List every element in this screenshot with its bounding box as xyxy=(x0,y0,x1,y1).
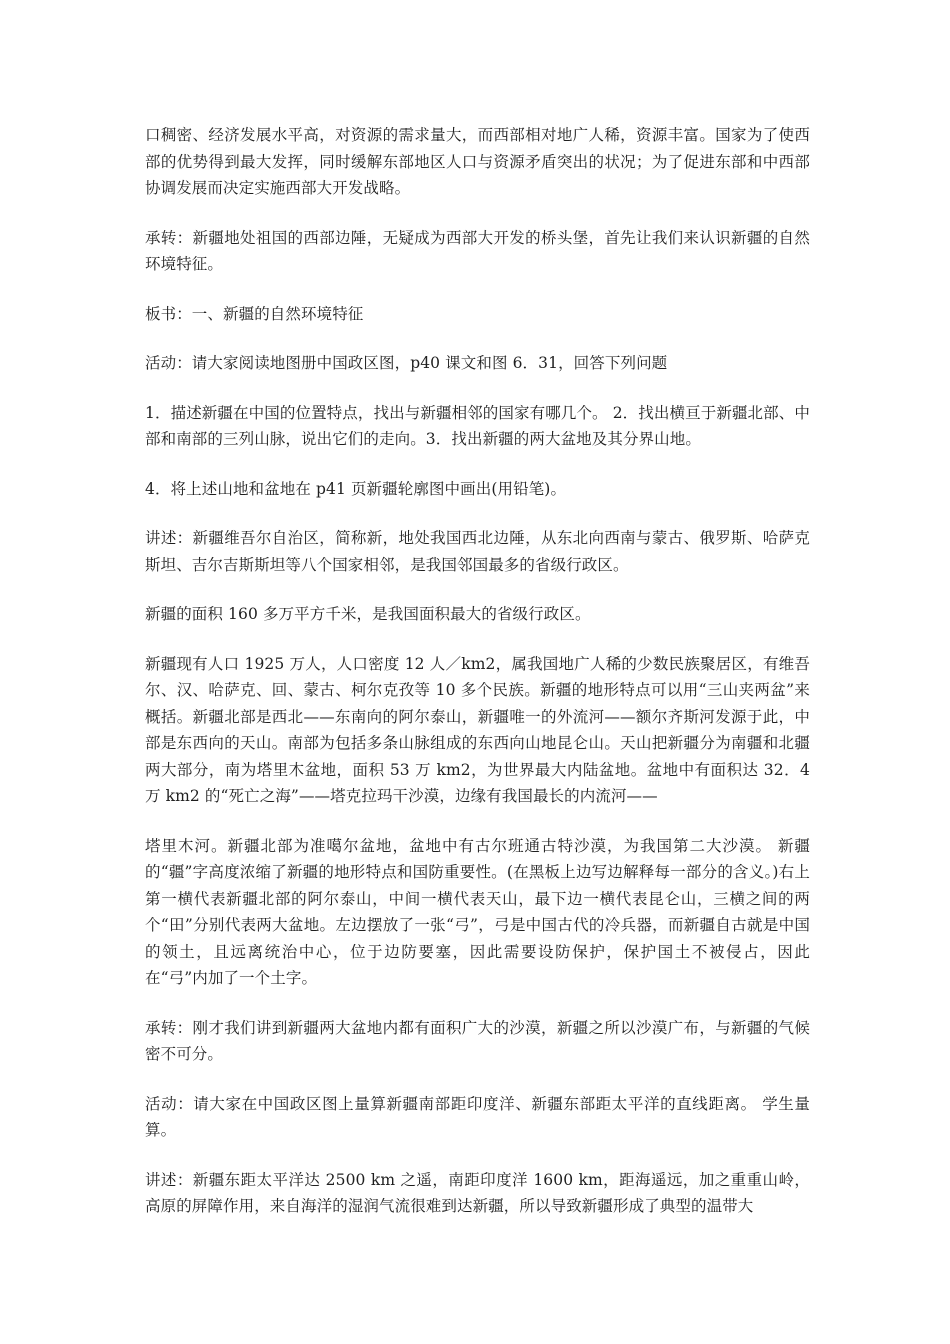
paragraph-question-4: 4．将上述山地和盆地在 p41 页新疆轮廓图中画出(用铅笔)。 xyxy=(145,479,567,498)
paragraph-transition-1: 承转：新疆地处祖国的西部边陲，无疑成为西部大开发的桥头堡，首先让我们来认识新疆的自然环境特征。 xyxy=(145,228,810,273)
paragraph-tarim-character: 塔里木河。新疆北部为准噶尔盆地，盆地中有古尔班通古特沙漠，为我国第二大沙漠。 新疆的“疆”字高度浓缩了新疆的地形特点和国防重要性。(在黑板上边写边解释每一部分的含义。)右上第一横代表新疆北部的阿尔泰山，中间一横代表天山，最下边一横代表昆仑山，三横之间的两个“田”分别代表两大盆地。左边摆放了一张“弓”，弓是中国古代的冷兵器，而新疆自古就是中国的领土，且远离统治中心，位于边防要塞，因此需要设防保护，保护国土不被侵占，因此在“弓”内加了一个土字。 xyxy=(145,836,810,987)
paragraph-area: 新疆的面积 160 多万平方千米，是我国面积最大的省级行政区。 xyxy=(145,605,591,623)
paragraph-activity-1: 活动：请大家阅读地图册中国政区图，p40 课文和图 6．31，回答下列问题 xyxy=(145,354,668,372)
paragraph-lecture-neighbors: 讲述：新疆维吾尔自治区，简称新，地处我国西北边陲，从东北向西南与蒙古、俄罗斯、哈萨克斯坦、吉尔吉斯斯坦等八个国家相邻，是我国邻国最多的省级行政区。 xyxy=(145,529,810,574)
paragraph-transition-2: 承转：刚才我们讲到新疆两大盆地内都有面积广大的沙漠，新疆之所以沙漠广布，与新疆的气候密不可分。 xyxy=(145,1018,810,1063)
paragraph-questions: 1．描述新疆在中国的位置特点，找出与新疆相邻的国家有哪几个。 2．找出横亘于新疆北部、中部和南部的三列山脉，说出它们的走向。3．找出新疆的两大盆地及其分界山地。 xyxy=(145,403,810,448)
paragraph-intro-continuation: 口稠密、经济发展水平高，对资源的需求量大，而西部相对地广人稀，资源丰富。国家为了使西部的优势得到最大发挥，同时缓解东部地区人口与资源矛盾突出的状况；为了促进东部和中西部协调发展而决定实施西部大开发战略。 xyxy=(145,126,810,197)
paragraph-population-terrain: 新疆现有人口 1925 万人，人口密度 12 人／km2，属我国地广人稀的少数民族聚居区，有维吾尔、汉、哈萨克、回、蒙古、柯尔克孜等 10 多个民族。新疆的地形特点可以用“三山夹两盆”来概括。新疆北部是西北——东南向的阿尔泰山，新疆唯一的外流河——额尔齐斯河发源于此，中部是东西向的天山。南部为包括多条山脉组成的东西向山地昆仑山。天山把新疆分为南疆和北疆两大部分，南为塔里木盆地，面积 53 万 km2，为世界最大内陆盆地。盆地中有面积达 32．4 万 km2 的“死亡之海”——塔克拉玛干沙漠，边缘有我国最长的内流河—— xyxy=(145,654,810,805)
paragraph-lecture-climate: 讲述：新疆东距太平洋达 2500 km 之遥，南距印度洋 1600 km，距海遥远，加之重重山岭，高原的屏障作用，来自海洋的湿润气流很难到达新疆，所以导致新疆形成了典型的温带大 xyxy=(145,1170,810,1215)
document-body xyxy=(145,122,810,1243)
paragraph-board-heading: 板书：一、新疆的自然环境特征 xyxy=(145,304,364,323)
paragraph-activity-2: 活动：请大家在中国政区图上量算新疆南部距印度洋、新疆东部距太平洋的直线距离。 学生量算。 xyxy=(145,1094,810,1139)
